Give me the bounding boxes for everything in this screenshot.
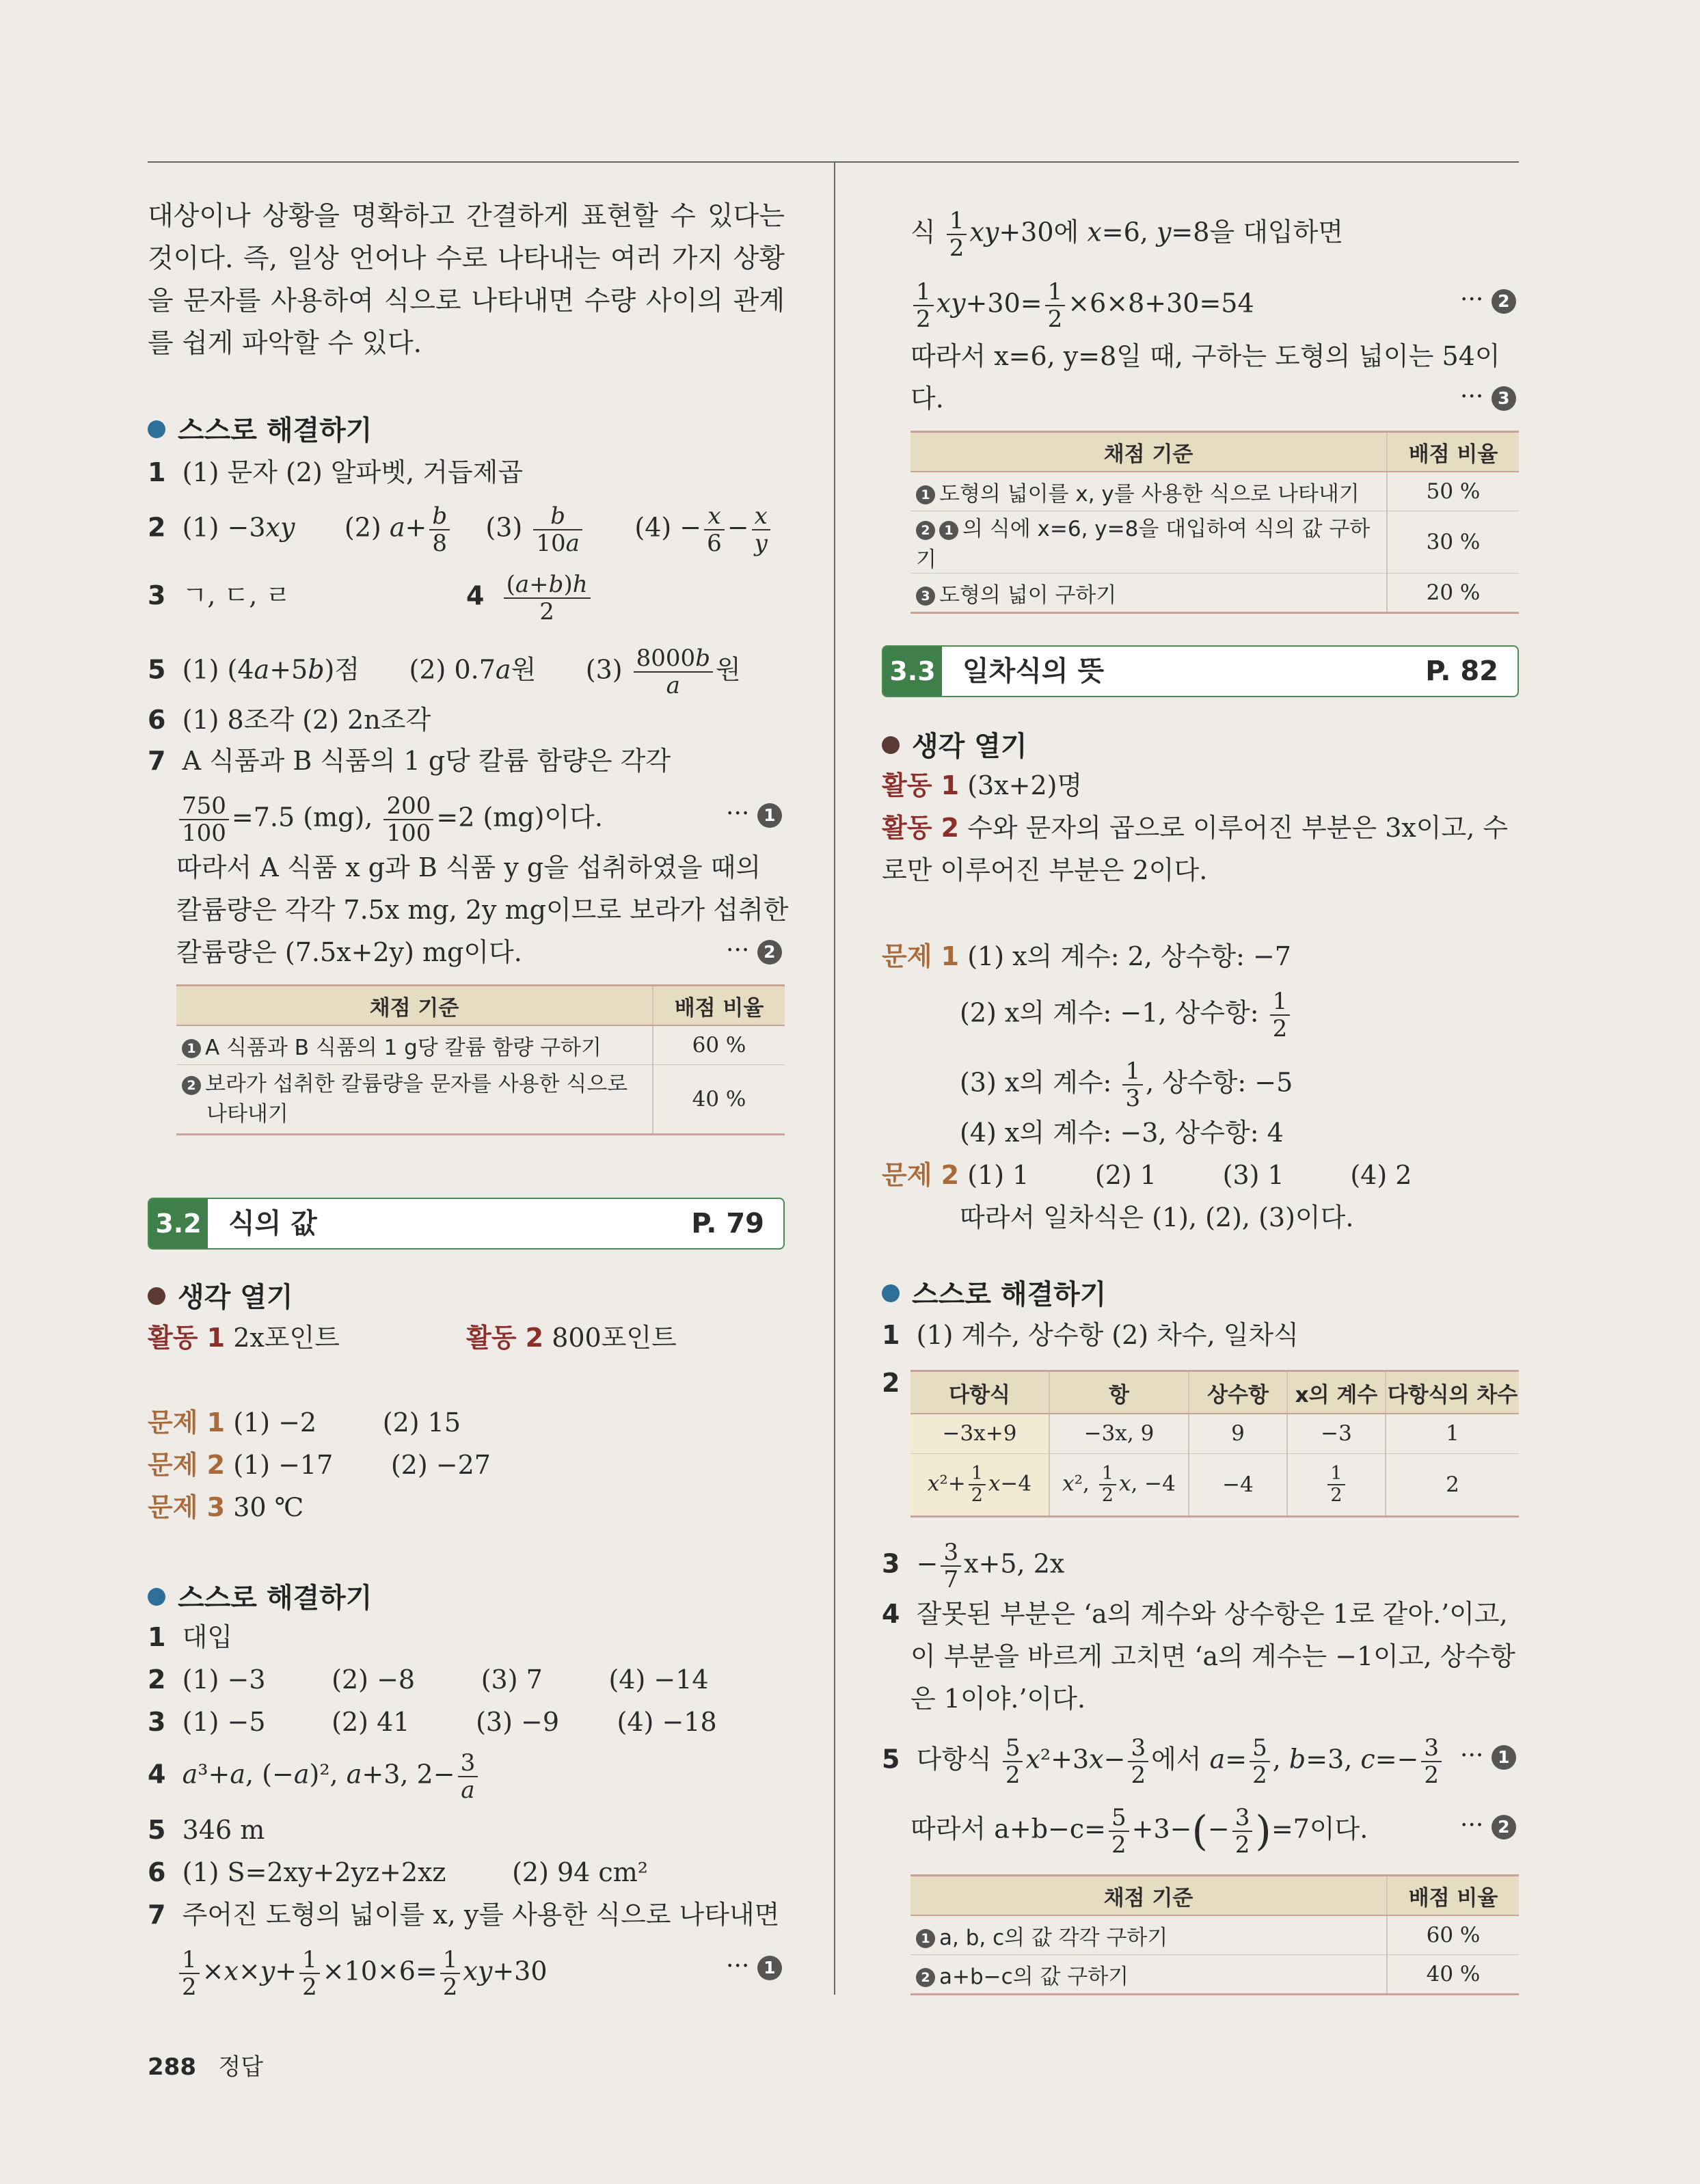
grading-table-2 [910, 431, 1519, 614]
activity-2-label: 활동 2 [882, 813, 960, 843]
table3-header-ratio: 배점 비율 [1387, 1876, 1519, 1916]
poly-header-polynomial: 다항식 [910, 1371, 1049, 1414]
table1-header-ratio: 배점 비율 [653, 986, 785, 1026]
solve-1: 1 대입 [148, 1622, 233, 1652]
section-number: 3.3 [883, 647, 942, 696]
section-page: P. 79 [691, 1208, 764, 1239]
answer-7-line2b: =2 (mg)이다. [436, 802, 603, 833]
activity-1-label: 활동 1 [148, 1323, 226, 1353]
solve-3: 3 − $\frac{3}{7}$ x+5, 2x [882, 1539, 1065, 1593]
grading-table-3 [910, 1874, 1519, 1995]
table1-row2-text-b: 나타내기 [206, 1102, 288, 1127]
step-marker-2: ··· 2 [1460, 286, 1516, 314]
think-heading [148, 1276, 293, 1315]
table-row: 1 a, b, c의 값 각각 구하기 60 % [910, 1915, 1519, 1955]
activity-2-line2: 로만 이루어진 부분은 2이다. [882, 855, 1208, 885]
answer-3: 3 ㄱ, ㄷ, ㄹ [148, 580, 291, 610]
solve-2-text: (1) −3 (2) −8 (3) 7 (4) −14 [182, 1664, 709, 1695]
activity-1 [882, 764, 1082, 807]
answer-1: 1 (1) 문자 (2) 알파벳, 거듭제곱 [148, 457, 524, 487]
table2-row2-text: 의 식에 x=6, y=8을 대입하여 식의 값 구하기 [916, 517, 1371, 572]
problem-1-part2: (2) x의 계수: −1, 상수항: $\frac{1}{2}$ [960, 988, 1293, 1042]
table-row: 1 도형의 넓이를 x, y를 사용한 식으로 나타내기 50 % [910, 472, 1519, 511]
problem-1-part2-text: (2) x의 계수: −1, 상수항: [960, 997, 1259, 1028]
table1-header-criteria: 채점 기준 [176, 986, 653, 1026]
step-marker-3: ··· 3 [1460, 383, 1516, 411]
table1-row2-ratio: 40 % [653, 1065, 785, 1135]
bullet-icon [882, 736, 900, 754]
section-number: 3.2 [149, 1199, 208, 1248]
problem-2-label: 문제 2 [148, 1450, 226, 1480]
step-marker-1: ··· 1 [726, 1952, 782, 1980]
problem-3 [148, 1486, 303, 1528]
problem-1-part3-const: , 상수항: −5 [1146, 1067, 1293, 1098]
solve-2: 2 (1) −3 (2) −8 (3) 7 (4) −14 [148, 1664, 709, 1695]
self-solve-heading-2 [148, 1576, 372, 1615]
step-marker-1: ··· 1 [1460, 1742, 1516, 1770]
problem-1-part1: (1) x의 계수: 2, 상수항: −7 [967, 941, 1291, 971]
problem-1 [882, 935, 1291, 978]
solve-5-text: 346 m [182, 1815, 265, 1845]
activity-2-label: 활동 2 [466, 1323, 544, 1353]
problem-3-label: 문제 3 [148, 1492, 226, 1522]
bullet-icon [148, 1287, 165, 1305]
self-solve-heading [882, 1273, 1106, 1312]
solve-2-number: 2 [882, 1368, 900, 1398]
table3-row2-ratio: 40 % [1387, 1955, 1519, 1995]
answer-6-text: (1) 8조각 (2) 2n조각 [182, 705, 431, 735]
answer-2: 2 (1) −3xy (2) a+ $\frac{b}{8}$ (3) $\frac{b}{10a}$ (4) − $\frac{x}{6}$ − $\frac{x}{y}$ [148, 503, 773, 556]
solve-4-line2: 이 부분을 바르게 고치면 ‘a의 계수는 −1이고, 상수항 [910, 1641, 1515, 1671]
column-divider [834, 163, 835, 1995]
think-title: 생각 열기 [912, 731, 1027, 762]
answer-3-text: ㄱ, ㄷ, ㄹ [182, 580, 291, 610]
section-title: 식의 값 [228, 1208, 317, 1239]
activity-2 [882, 807, 1508, 849]
solve-7-equation: $\frac{1}{2}$ ×x×y+ $\frac{1}{2}$ ×10×6= $\frac{1}{2}$ xy+30 [176, 1947, 548, 2000]
top-rule [148, 161, 1519, 163]
table-row [910, 1453, 1519, 1516]
self-solve-title: 스스로 해결하기 [178, 415, 373, 446]
solve-5-text: 다항식 [916, 1744, 992, 1775]
table3-row2-text: a+b−c의 값 구하기 [939, 1964, 1129, 1989]
self-solve-title-2: 스스로 해결하기 [178, 1582, 373, 1614]
self-solve-heading [148, 409, 372, 448]
polynomial-table [910, 1370, 1519, 1518]
answer-7-line4: 칼륨량은 각각 7.5x mg, 2y mg이므로 보라가 섭취한 [176, 895, 789, 925]
activity-1-text: (3x+2)명 [967, 770, 1083, 800]
problem-1-part3-text: (3) x의 계수: [960, 1067, 1112, 1098]
problem-1-label: 문제 1 [148, 1407, 226, 1438]
answer-7-line5: 칼륨량은 (7.5x+2y) mg이다. [176, 937, 522, 967]
poly-row1-degree: 1 [1386, 1414, 1519, 1453]
poly-row2-coefficient: $\frac{1}{2}$ [1287, 1453, 1386, 1516]
problem-1-part4: (4) x의 계수: −3, 상수항: 4 [960, 1118, 1284, 1148]
solve-7-text: 주어진 도형의 넓이를 x, y를 사용한 식으로 나타내면 [182, 1900, 780, 1930]
table2-header-criteria: 채점 기준 [910, 432, 1387, 472]
activity-1-text: 2x포인트 [233, 1323, 340, 1353]
problem-2-conclusion: 따라서 일차식은 (1), (2), (3)이다. [960, 1202, 1354, 1232]
section-page: P. 82 [1425, 656, 1498, 687]
table-row: 2 보라가 섭취한 칼륨량을 문자를 사용한 식으로 나타내기 40 % [176, 1065, 785, 1135]
solve-1-text: 대입 [182, 1622, 233, 1652]
table-row: 3 도형의 넓이 구하기 20 % [910, 574, 1519, 613]
section-header-3-3 [882, 645, 1519, 697]
table3-header-criteria: 채점 기준 [910, 1876, 1387, 1916]
problem-1-part3: (3) x의 계수: $\frac{1}{3}$ , 상수항: −5 [960, 1057, 1293, 1112]
think-title: 생각 열기 [178, 1282, 293, 1313]
solve-3-text: x+5, 2x [964, 1548, 1065, 1579]
answer-7: 7 A 식품과 B 식품의 1 g당 칼륨 함량은 각각 [148, 746, 671, 776]
poly-row1-terms: −3x, 9 [1049, 1414, 1189, 1453]
activity-2-text-a: 수와 문자의 곱으로 이루어진 부분은 3x이고, 수 [967, 813, 1509, 843]
solve-4: 4 잘못된 부분은 ‘a의 계수와 상수항은 1로 같아.’이고, [882, 1599, 1508, 1629]
answer-4: 4 $\frac{(a+b)h}{2}$ [466, 571, 593, 625]
step-marker-1: ··· 1 [726, 800, 782, 828]
answer-1-text: (1) 문자 (2) 알파벳, 거듭제곱 [182, 457, 524, 487]
activity-1 [148, 1317, 340, 1359]
activity-2-text: 800포인트 [552, 1323, 677, 1353]
answer-7-line3: 따라서 A 식품 x g과 B 식품 y g을 섭취하였을 때의 [176, 852, 761, 882]
bullet-icon [148, 420, 165, 438]
page-label: 정답 [218, 2053, 264, 2081]
page-footer [148, 2048, 263, 2081]
table-row [910, 1414, 1519, 1453]
solve-5: 5 346 m [148, 1815, 265, 1845]
activity-2 [466, 1317, 677, 1359]
think-heading [882, 725, 1027, 764]
problem-2 [148, 1444, 491, 1486]
poly-row1-constant: 9 [1189, 1414, 1287, 1453]
problem-2 [882, 1154, 1412, 1196]
table1-row1-ratio: 60 % [653, 1025, 785, 1065]
answer-5: 5 (1) (4a+5b)점 (2) 0.7a원 (3) $\frac{8000b}{a}$ 원 [148, 645, 741, 699]
answer-7-line1: A 식품과 B 식품의 1 g당 칼륨 함량은 각각 [182, 746, 671, 776]
table2-row1-text: 도형의 넓이를 x, y를 사용한 식으로 나타내기 [939, 481, 1360, 507]
sub-intro: 식 $\frac{1}{2}$ xy+30에 x=6, y=8을 대입하면 [910, 207, 1344, 262]
table-row: 1 A 식품과 B 식품의 1 g당 칼륨 함량 구하기 60 % [176, 1025, 785, 1065]
poly-header-degree: 다항식의 차수 [1386, 1371, 1519, 1414]
answer-7-line2: $\frac{750}{100}$ =7.5 (mg), $\frac{200}{100}$ =2 (mg)이다. [176, 793, 603, 846]
problem-2-text: (1) −17 (2) −27 [233, 1450, 491, 1480]
poly-row2-polynomial: x²+ $\frac{1}{2}$ x−4 [910, 1453, 1049, 1516]
poly-row2-degree: 2 [1386, 1453, 1519, 1516]
conclusion-line2: 다. [910, 383, 944, 414]
grading-table-1 [176, 984, 785, 1135]
table-row: 2 a+b−c의 값 구하기 40 % [910, 1955, 1519, 1995]
activity-1-label: 활동 1 [882, 770, 960, 800]
problem-2-text: (1) 1 (2) 1 (3) 1 (4) 2 [967, 1160, 1412, 1190]
solve-3: 3 (1) −5 (2) 41 (3) −9 (4) −18 [148, 1707, 717, 1737]
solve-5-line2: 따라서 a+b−c= $\frac{5}{2}$ +3−(− $\frac{3}{2}$ )=7이다. [910, 1804, 1368, 1859]
solve-1-text: (1) 계수, 상수항 (2) 차수, 일차식 [916, 1320, 1299, 1350]
solve-4-line1: 잘못된 부분은 ‘a의 계수와 상수항은 1로 같아.’이고, [916, 1599, 1508, 1629]
bullet-icon [148, 1588, 165, 1606]
answer-7-line2a: =7.5 (mg), [231, 802, 373, 833]
poly-row1-polynomial: −3x+9 [910, 1414, 1049, 1453]
table1-row1-text: A 식품과 B 식품의 1 g당 칼륨 함량 구하기 [205, 1035, 602, 1060]
bullet-icon [882, 1284, 900, 1302]
table2-header-ratio: 배점 비율 [1387, 432, 1519, 472]
step-marker-2: ··· 2 [1460, 1811, 1516, 1839]
poly-header-terms: 항 [1049, 1371, 1189, 1414]
poly-row1-coefficient: −3 [1287, 1414, 1386, 1453]
sub-equation: $\frac{1}{2}$ xy+30= $\frac{1}{2}$ ×6×8+30=54 [910, 279, 1254, 332]
solve-4: 4 a³+a, (−a)², a+3, 2− $\frac{3}{a}$ [148, 1750, 481, 1803]
table-row: 2 1 의 식에 x=6, y=8을 대입하여 식의 값 구하기 30 % [910, 511, 1519, 574]
solve-6-text: (1) S=2xy+2yz+2xz (2) 94 cm² [182, 1857, 648, 1887]
step-marker-2: ··· 2 [726, 936, 782, 965]
solve-7: 7 주어진 도형의 넓이를 x, y를 사용한 식으로 나타내면 [148, 1900, 780, 1930]
solve-5-line2-text: 따라서 a+b−c= [910, 1814, 1106, 1844]
poly-header-constant: 상수항 [1189, 1371, 1287, 1414]
table2-row2-ratio: 30 % [1387, 511, 1519, 574]
poly-header-coefficient: x의 계수 [1287, 1371, 1386, 1414]
poly-row2-terms: x², $\frac{1}{2}$ x, −4 [1049, 1453, 1189, 1516]
solve-3-text: (1) −5 (2) 41 (3) −9 (4) −18 [182, 1707, 717, 1737]
solve-5: 5 다항식 $\frac{5}{2}$ x²+3x− $\frac{3}{2}$ 에서 a= $\frac{5}{2}$ , b=3, c=− $\frac{3}{2}$ [882, 1735, 1444, 1788]
solve-6: 6 (1) S=2xy+2yz+2xz (2) 94 cm² [148, 1857, 648, 1887]
table2-row1-ratio: 50 % [1387, 472, 1519, 511]
table2-row3-text: 도형의 넓이 구하기 [939, 582, 1117, 608]
section-title: 일차식의 뜻 [962, 656, 1105, 687]
solve-4-line3: 은 1이야.’이다. [910, 1684, 1086, 1714]
problem-1-text: (1) −2 (2) 15 [233, 1407, 461, 1438]
page-number: 288 [148, 2053, 196, 2081]
intro-paragraph: 대상이나 상황을 명확하고 간결하게 표현할 수 있다는 것이다. 즉, 일상 언어나 수로 나타내는 여러 가지 상황을 문자를 사용하여 식으로 나타내면 수량 사이의 관계를 쉽게 파악할 수 있다. [148, 201, 785, 359]
table3-row1-ratio: 60 % [1387, 1915, 1519, 1955]
answer-6: 6 (1) 8조각 (2) 2n조각 [148, 705, 431, 735]
conclusion-line1: 따라서 x=6, y=8일 때, 구하는 도형의 넓이는 54이 [910, 341, 1500, 371]
table3-row1-text: a, b, c의 값 각각 구하기 [939, 1925, 1168, 1950]
table2-row3-ratio: 20 % [1387, 574, 1519, 613]
self-solve-title: 스스로 해결하기 [912, 1279, 1107, 1310]
solve-1: 1 (1) 계수, 상수항 (2) 차수, 일차식 [882, 1320, 1299, 1350]
poly-row2-constant: −4 [1189, 1453, 1287, 1516]
problem-1-label: 문제 1 [882, 941, 960, 971]
problem-3-text: 30 ℃ [233, 1492, 304, 1522]
table1-row2-text-a: 보라가 섭취한 칼륨량을 문자를 사용한 식으로 [205, 1072, 628, 1096]
problem-1 [148, 1401, 461, 1444]
section-header-3-2 [148, 1198, 785, 1250]
problem-2-label: 문제 2 [882, 1160, 960, 1190]
